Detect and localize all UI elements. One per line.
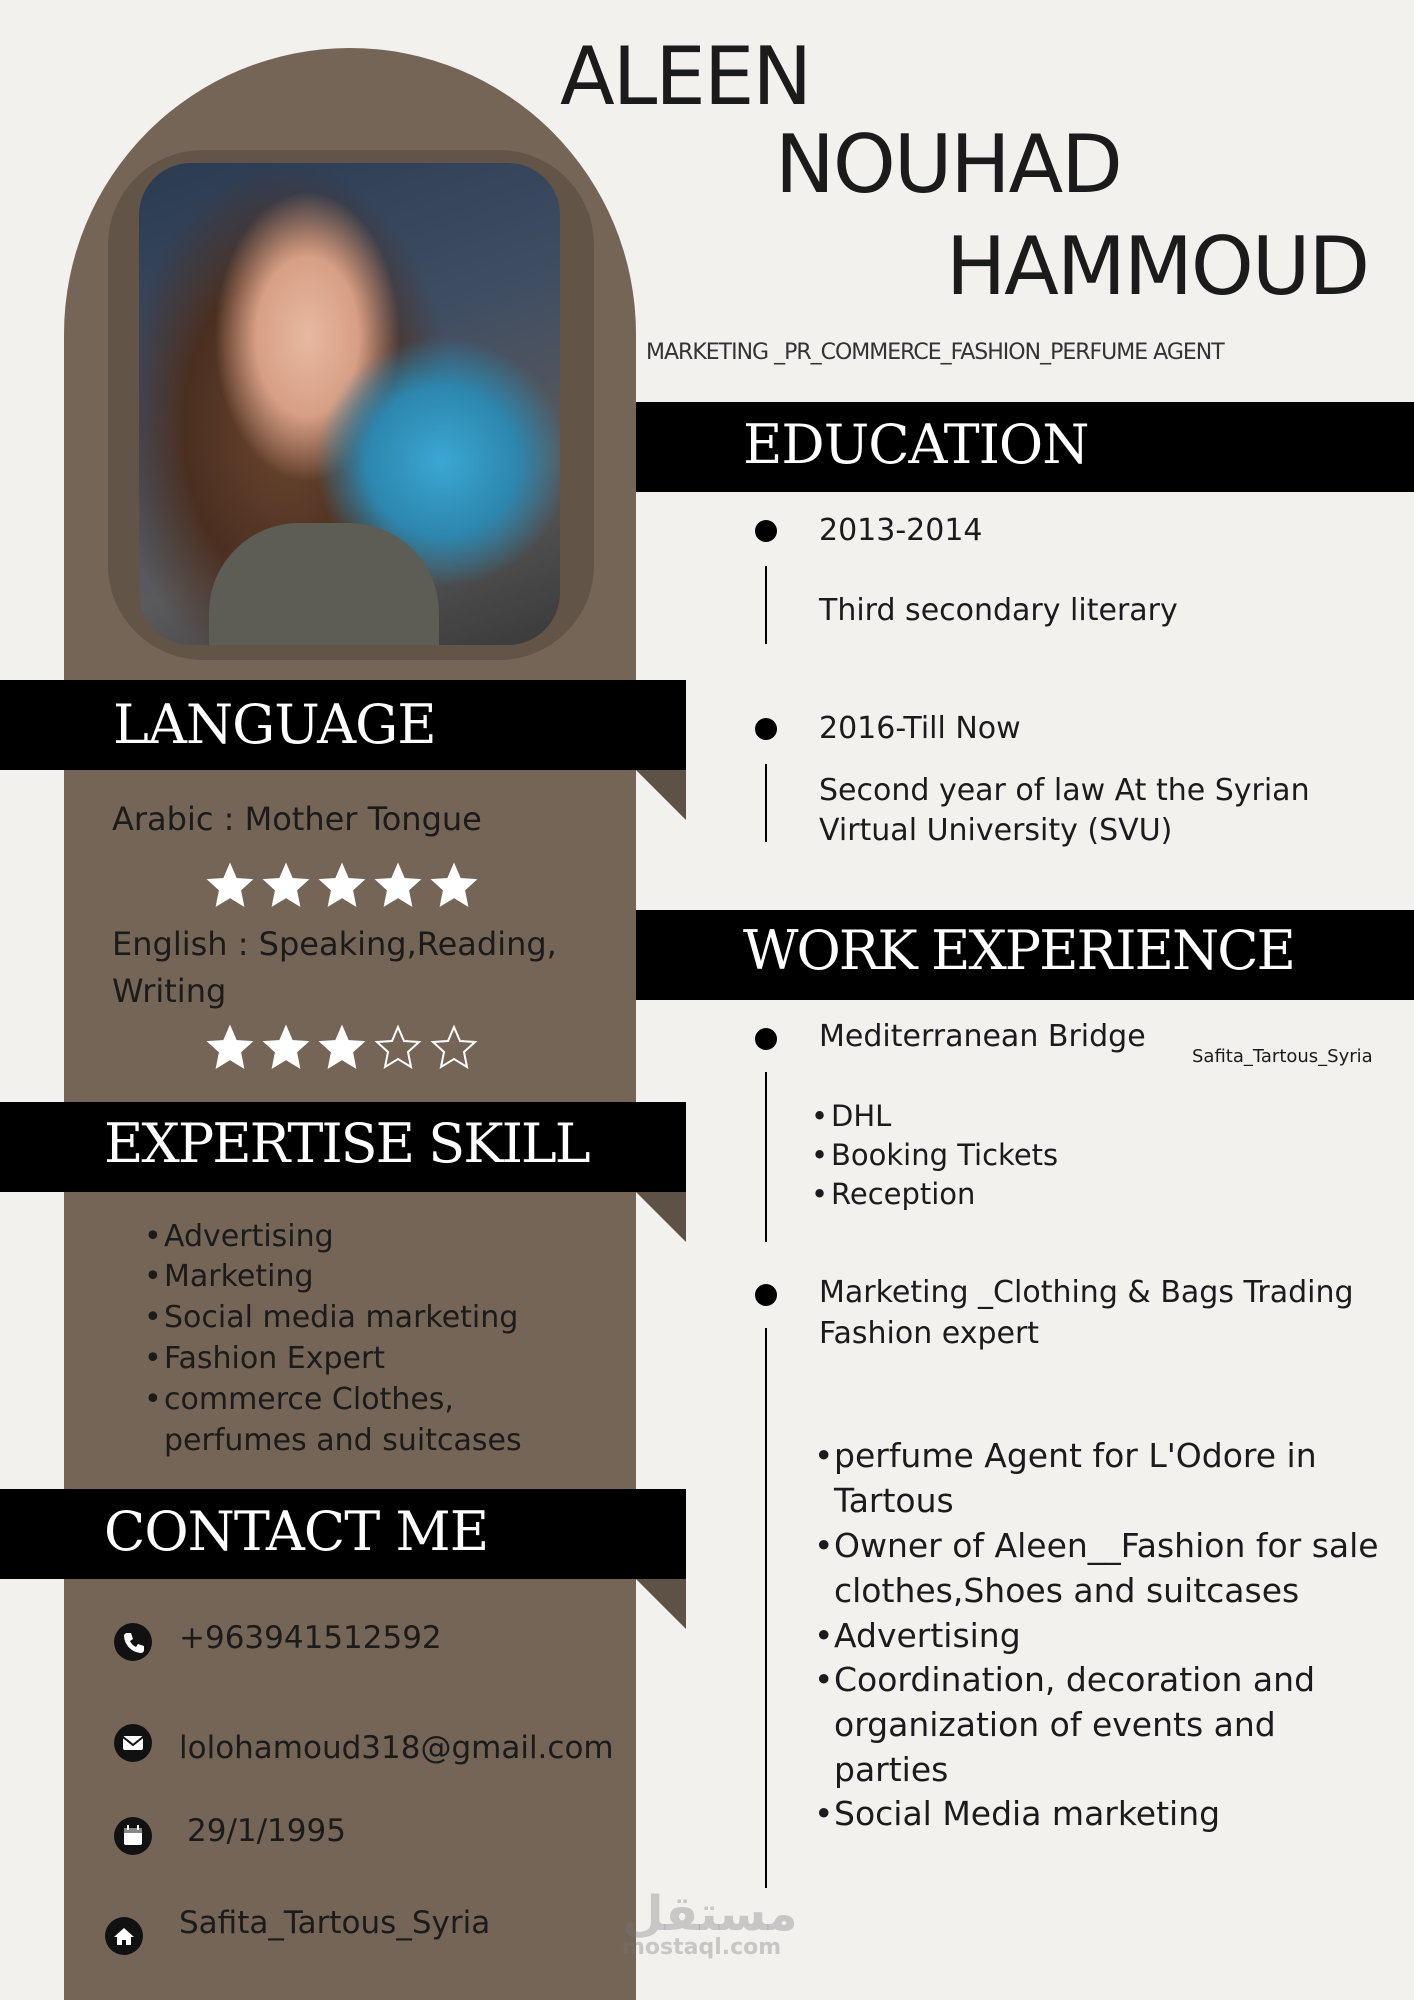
phone-icon bbox=[114, 1623, 152, 1661]
watermark-latin: mostaql.com bbox=[622, 1935, 782, 1960]
skill-item: • commerce Clothes, bbox=[164, 1382, 454, 1417]
job-duty: • Social Media marketing bbox=[834, 1794, 1220, 1833]
name-line-3: HAMMOUD bbox=[946, 220, 1369, 313]
education-years: 2013-2014 bbox=[819, 513, 983, 548]
star-filled-icon bbox=[433, 865, 475, 905]
skill-item: • Social media marketing bbox=[164, 1300, 518, 1335]
skill-item: • Advertising bbox=[164, 1219, 334, 1254]
job-duty: • Reception bbox=[831, 1177, 975, 1211]
language-english: English : Speaking,Reading, bbox=[112, 925, 557, 963]
skill-item: • Marketing bbox=[164, 1259, 314, 1294]
job-duty: • Owner of Aleen__Fashion for sale bbox=[834, 1526, 1379, 1565]
star-filled-icon bbox=[265, 1027, 307, 1067]
home-address: Safita_Tartous_Syria bbox=[179, 1905, 491, 1941]
star-filled-icon bbox=[377, 865, 419, 905]
band-fold bbox=[636, 1192, 686, 1242]
timeline-dot bbox=[755, 520, 777, 542]
star-filled-icon bbox=[321, 865, 363, 905]
job-duty-cont: parties bbox=[834, 1750, 949, 1789]
education-detail: Virtual University (SVU) bbox=[819, 813, 1173, 848]
job-duty-cont: clothes,Shoes and suitcases bbox=[834, 1571, 1300, 1610]
contact-heading: CONTACT ME bbox=[104, 1500, 489, 1563]
star-filled-icon bbox=[209, 865, 251, 905]
skill-item-cont: perfumes and suitcases bbox=[164, 1423, 522, 1458]
timeline-line bbox=[765, 566, 767, 644]
timeline-dot bbox=[755, 1284, 777, 1306]
name-line-1: ALEEN bbox=[560, 30, 811, 123]
timeline-line bbox=[765, 1328, 767, 1888]
job-title: Fashion expert bbox=[819, 1316, 1040, 1351]
job-title: Mediterranean Bridge bbox=[819, 1019, 1146, 1054]
job-duty: • perfume Agent for L'Odore in bbox=[834, 1436, 1317, 1475]
timeline-line bbox=[765, 764, 767, 842]
name-line-2: NOUHAD bbox=[775, 118, 1121, 211]
home-icon bbox=[105, 1917, 143, 1955]
job-duty-cont: Tartous bbox=[834, 1481, 954, 1520]
job-subtitle: MARKETING _PR_COMMERCE_FASHION_PERFUME AGENT bbox=[646, 340, 1224, 365]
phone-number[interactable]: +963941512592 bbox=[179, 1620, 442, 1656]
timeline-dot bbox=[755, 1028, 777, 1050]
star-empty-icon bbox=[377, 1027, 419, 1067]
work-heading: WORK EXPERIENCE bbox=[743, 919, 1294, 982]
education-heading: EDUCATION bbox=[743, 413, 1089, 476]
job-duty: • Advertising bbox=[834, 1616, 1021, 1655]
watermark-arabic: مستقل bbox=[622, 1886, 798, 1942]
mail-icon bbox=[114, 1724, 152, 1762]
job-location: Safita_Tartous_Syria bbox=[1192, 1046, 1373, 1067]
education-detail: Second year of law At the Syrian bbox=[819, 773, 1310, 808]
arabic-rating bbox=[206, 862, 486, 910]
timeline-line bbox=[765, 1072, 767, 1242]
education-detail: Third secondary literary bbox=[819, 593, 1178, 628]
star-rating bbox=[206, 1024, 486, 1072]
language-english-cont: Writing bbox=[112, 972, 227, 1010]
skill-item: • Fashion Expert bbox=[164, 1341, 385, 1376]
language-arabic: Arabic : Mother Tongue bbox=[112, 800, 482, 838]
birth-date: 29/1/1995 bbox=[187, 1813, 346, 1849]
email-address[interactable]: lolohamoud318@gmail.com bbox=[179, 1730, 614, 1766]
language-heading: LANGUAGE bbox=[113, 693, 436, 756]
profile-photo bbox=[139, 163, 560, 645]
star-filled-icon bbox=[265, 865, 307, 905]
education-years: 2016-Till Now bbox=[819, 711, 1021, 746]
calendar-icon bbox=[114, 1817, 152, 1855]
skills-heading: EXPERTISE SKILL bbox=[104, 1112, 589, 1175]
star-rating bbox=[206, 862, 486, 910]
english-rating bbox=[206, 1024, 486, 1072]
band-fold bbox=[636, 770, 686, 820]
job-duty-cont: organization of events and bbox=[834, 1705, 1276, 1744]
star-empty-icon bbox=[433, 1027, 475, 1067]
job-duty: • Booking Tickets bbox=[831, 1138, 1058, 1172]
job-title: Marketing _Clothing & Bags Trading bbox=[819, 1275, 1354, 1310]
band-fold bbox=[636, 1579, 686, 1629]
timeline-dot bbox=[755, 718, 777, 740]
star-filled-icon bbox=[321, 1027, 363, 1067]
star-filled-icon bbox=[209, 1027, 251, 1067]
job-duty: • Coordination, decoration and bbox=[834, 1660, 1315, 1699]
job-duty: • DHL bbox=[831, 1099, 891, 1133]
